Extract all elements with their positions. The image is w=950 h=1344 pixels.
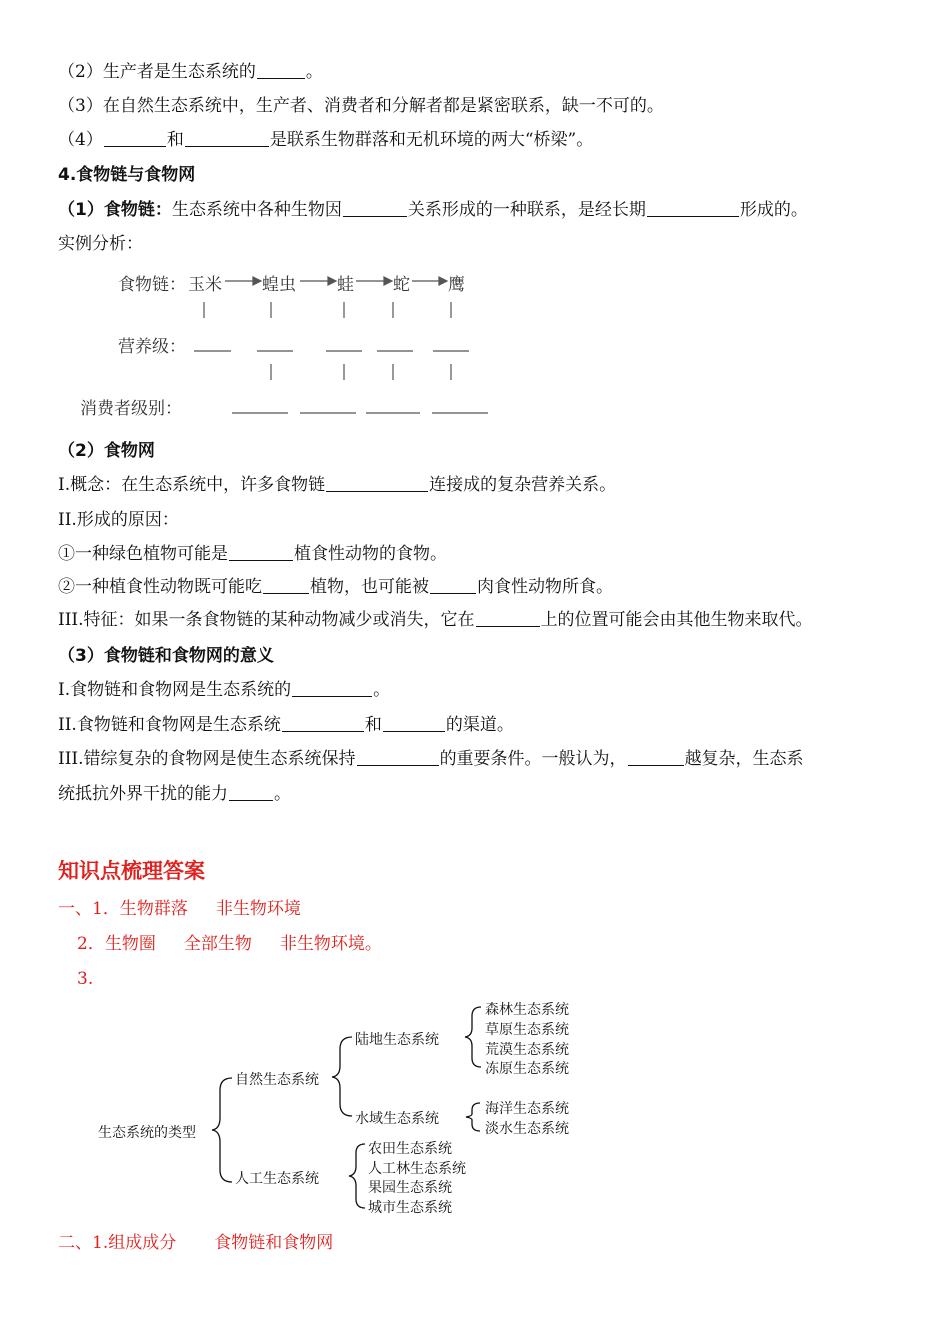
food-chain-label: （1）食物链： bbox=[58, 200, 172, 220]
diagram-natural: 自然生态系统 bbox=[235, 1072, 319, 1088]
significance-2 bbox=[58, 714, 514, 736]
fill-blank[interactable] bbox=[326, 475, 428, 492]
diagram-leaf: 荒漠生态系统 bbox=[485, 1042, 569, 1058]
answer-b1-item: 组成成分 bbox=[108, 1233, 177, 1253]
sig-3-text-3: 越复杂，生态系 bbox=[684, 749, 804, 769]
reason-1-text-2: 植食性动物的食物。 bbox=[294, 544, 447, 564]
item-4-number: （4） bbox=[58, 130, 103, 150]
sig-1-text-2: 。 bbox=[373, 680, 391, 700]
diagram-leaf: 人工林生态系统 bbox=[368, 1161, 466, 1177]
food-web-reason-1 bbox=[58, 543, 447, 565]
fill-blank[interactable] bbox=[229, 544, 293, 561]
food-web-reason-title: II.形成的原因： bbox=[58, 510, 179, 530]
item-2-end: 。 bbox=[305, 62, 323, 82]
answer-2-prefix: 2． bbox=[77, 934, 105, 954]
answer-2-item: 非生物环境。 bbox=[279, 934, 382, 954]
fill-blank[interactable] bbox=[257, 62, 305, 79]
significance-title: （3）食物链和食物网的意义 bbox=[58, 646, 274, 666]
sig-3-text-4: 统抵抗外界干扰的能力 bbox=[58, 784, 228, 804]
fill-blank[interactable] bbox=[628, 749, 684, 766]
food-web-concept bbox=[58, 474, 616, 496]
fill-blank[interactable] bbox=[383, 715, 445, 732]
item-2-text: （2）生产者是生态系统的 bbox=[58, 62, 256, 82]
diagram-leaf: 海洋生态系统 bbox=[485, 1101, 569, 1117]
sig-2-text-3: 的渠道。 bbox=[445, 715, 514, 735]
organism-snake: 蛇 bbox=[393, 275, 410, 295]
fill-blank[interactable] bbox=[292, 680, 372, 697]
sig-3-text-5: 。 bbox=[274, 784, 291, 804]
sig-3-text-2: 的重要条件。一般认为， bbox=[439, 749, 627, 769]
chain-text-3: 形成的。 bbox=[739, 200, 808, 220]
sig-2-text-1: II.食物链和食物网是生态系统 bbox=[58, 715, 281, 735]
answer-2-item: 生物圈 bbox=[104, 934, 156, 954]
significance-1 bbox=[58, 679, 390, 701]
fig-consumer-label: 消费者级别： bbox=[80, 399, 182, 419]
fill-blank[interactable] bbox=[185, 130, 269, 147]
organism-locust: 蝗虫 bbox=[262, 275, 296, 295]
diagram-artificial: 人工生态系统 bbox=[235, 1171, 319, 1187]
answer-b1-prefix: 二、1. bbox=[58, 1233, 109, 1253]
diagram-leaf: 果园生态系统 bbox=[368, 1180, 452, 1196]
example-label: 实例分析： bbox=[58, 234, 143, 254]
chain-text-2: 关系形成的一种联系，是经长期 bbox=[407, 200, 646, 220]
fill-blank[interactable] bbox=[229, 784, 273, 801]
sig-1-text-1: I.食物链和食物网是生态系统的 bbox=[58, 680, 292, 700]
reason-2-text-3: 肉食性动物所食。 bbox=[477, 577, 613, 597]
concept-text-2: 连接成的复杂营养关系。 bbox=[429, 475, 617, 495]
chain-text-1: 生态系统中各种生物因 bbox=[171, 200, 342, 220]
food-web-title: （2）食物网 bbox=[58, 441, 155, 461]
fill-blank[interactable] bbox=[104, 130, 166, 147]
answer-3-label: 3. bbox=[77, 969, 94, 989]
item-4-text: 是联系生物群落和无机环境的两大“桥梁”。 bbox=[269, 130, 594, 150]
sig-2-text-2: 和 bbox=[364, 715, 382, 735]
answer-b1-item: 食物链和食物网 bbox=[214, 1233, 334, 1253]
diagram-leaf: 淡水生态系统 bbox=[485, 1121, 569, 1137]
organism-corn: 玉米 bbox=[188, 275, 222, 295]
fill-blank[interactable] bbox=[476, 610, 540, 627]
item-4-and: 和 bbox=[166, 130, 184, 150]
concept-text-1: I.概念：在生态系统中，许多食物链 bbox=[58, 475, 326, 495]
answer-1-line bbox=[58, 898, 301, 920]
diagram-root: 生态系统的类型 bbox=[98, 1125, 196, 1141]
answer-1-item: 生物群落 bbox=[119, 899, 188, 919]
diagram-leaf: 冻原生态系统 bbox=[485, 1061, 569, 1077]
item-2-line bbox=[58, 61, 323, 83]
answers-heading: 知识点梳理答案 bbox=[58, 859, 205, 883]
diagram-water: 水域生态系统 bbox=[355, 1111, 439, 1127]
item-3-line bbox=[58, 95, 664, 117]
answer-2-item: 全部生物 bbox=[183, 934, 252, 954]
diagram-leaf: 农田生态系统 bbox=[368, 1141, 452, 1157]
fill-blank[interactable] bbox=[343, 200, 407, 217]
food-web-feature bbox=[58, 609, 813, 631]
diagram-leaf: 城市生态系统 bbox=[368, 1200, 452, 1216]
diagram-leaf: 森林生态系统 bbox=[485, 1002, 569, 1018]
answer-1-prefix: 一、1． bbox=[58, 899, 120, 919]
significance-3-continued bbox=[58, 783, 291, 805]
section-4-title: 4.食物链与食物网 bbox=[58, 165, 196, 185]
diagram-land: 陆地生态系统 bbox=[355, 1032, 439, 1048]
diagram-leaf: 草原生态系统 bbox=[485, 1022, 569, 1038]
significance-3 bbox=[58, 748, 804, 770]
answer-section-2-line bbox=[58, 1232, 333, 1254]
food-chain-definition bbox=[58, 199, 808, 221]
fill-blank[interactable] bbox=[430, 577, 476, 594]
item-4-line bbox=[58, 129, 593, 151]
food-web-reason-2 bbox=[58, 576, 613, 598]
item-3-text: （3）在自然生态系统中，生产者、消费者和分解者都是紧密联系，缺一不可的。 bbox=[58, 96, 664, 116]
feature-text-2: 上的位置可能会由其他生物来取代。 bbox=[540, 610, 813, 630]
fill-blank[interactable] bbox=[263, 577, 309, 594]
reason-2-text-1: ②一种植食性动物既可能吃 bbox=[58, 577, 262, 597]
reason-1-text-1: ①一种绿色植物可能是 bbox=[58, 544, 228, 564]
answer-1-item: 非生物环境 bbox=[215, 899, 301, 919]
organism-eagle: 鹰 bbox=[448, 275, 465, 295]
organism-frog: 蛙 bbox=[337, 275, 354, 295]
reason-2-text-2: 植物，也可能被 bbox=[310, 577, 429, 597]
sig-3-text-1: III.错综复杂的食物网是使生态系统保持 bbox=[58, 749, 356, 769]
answer-2-line bbox=[77, 933, 382, 955]
fill-blank[interactable] bbox=[282, 715, 364, 732]
fig-trophic-label: 营养级： bbox=[118, 337, 186, 357]
fig-chain-label: 食物链： bbox=[118, 275, 186, 295]
fill-blank[interactable] bbox=[647, 200, 739, 217]
feature-text-1: III.特征：如果一条食物链的某种动物减少或消失，它在 bbox=[58, 610, 475, 630]
fill-blank[interactable] bbox=[357, 749, 439, 766]
